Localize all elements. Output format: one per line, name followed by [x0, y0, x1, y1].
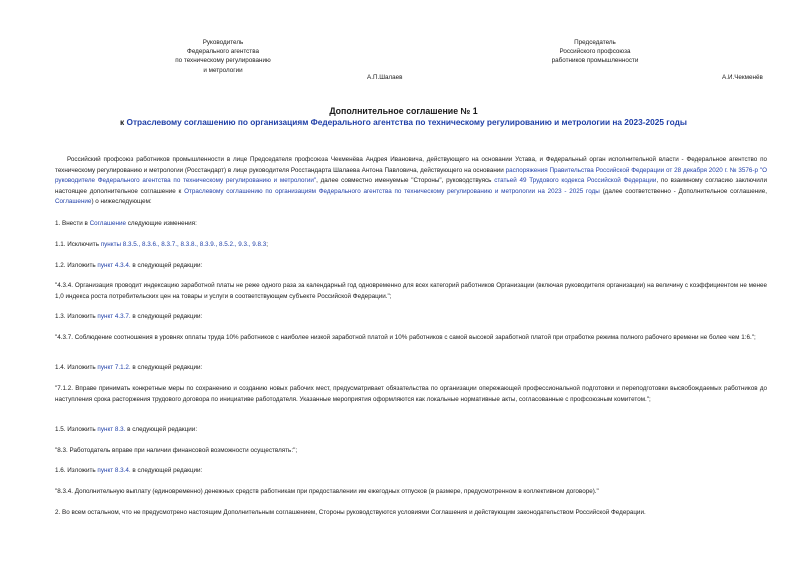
- excluded-points-link[interactable]: пункты 8.3.5., 8.3.6., 8.3.7., 8.3.8., 8.3.9., 8.5.2., 9.3., 9.8.3: [100, 241, 267, 248]
- item-text: 1.4. Изложить: [55, 364, 98, 371]
- item-text: 1.3. Изложить: [55, 313, 98, 320]
- signature-left-name: А.П.Шалаев: [367, 74, 403, 81]
- intro-text: ) о нижеследующем:: [91, 198, 152, 206]
- signature-left-line: и метрологии: [203, 66, 243, 74]
- signature-left-line: Руководитель: [202, 39, 244, 46]
- item-2: 2. Во всем остальном, что не предусмотрено настоящим Дополнительным соглашением, Стороны руководствуются условиями Соглашения и действующим законодательством Российской Федерации.: [55, 509, 646, 516]
- agreement-link[interactable]: Соглашение: [89, 220, 127, 227]
- signature-right-line: работников промышленности: [551, 57, 639, 65]
- signature-right-name: А.И.Чекменёв: [722, 74, 763, 81]
- subtitle-agreement-link[interactable]: Отраслевому соглашению по организациям Федерального агентства по техническому регулированию и метрологии на 2023-2025 годы: [126, 117, 687, 127]
- item-text: 1.2. Изложить: [55, 262, 98, 269]
- item-text: 1. Внести в: [55, 220, 90, 227]
- item-text: в следующей редакции:: [125, 426, 198, 433]
- intro-text: , по взаимному согласию заключили настоящее дополнительное соглашение к: [55, 177, 767, 195]
- item-1: [55, 219, 767, 230]
- signature-right-line: Председатель: [574, 39, 616, 46]
- point-4-3-7-link[interactable]: пункт 4.3.7.: [97, 313, 131, 320]
- item-1-4: [55, 363, 767, 374]
- signature-left-line: по техническому регулированию: [175, 57, 271, 65]
- item-1-2: [55, 261, 767, 272]
- signature-block-left: [160, 38, 286, 75]
- labor-code-article-link[interactable]: статьей 49 Трудового кодекса Российской Федерации: [494, 177, 657, 185]
- signature-right-line: Российского профсоюза: [559, 48, 631, 56]
- item-1-1: [55, 240, 767, 251]
- item-text: 1.6. Изложить: [55, 467, 98, 474]
- document-title: Дополнительное соглашение № 1: [329, 106, 478, 116]
- agreement-link[interactable]: Отраслевому соглашению по организациям Федерального агентства по техническому регулированию и метрологии на 2023 - 2025 годы: [184, 187, 600, 195]
- government-order-link[interactable]: распоряжения Правительства Российской Федерации от 28 декабря 2020 г. № 3576-р "О руководителе Федерального агентства по техническому регулированию и метрологии": [55, 166, 767, 185]
- item-1-3: [55, 312, 767, 323]
- item-text: в следующей редакции:: [130, 262, 203, 269]
- item-text: 1.5. Изложить: [55, 426, 98, 433]
- item-1-5: [55, 425, 767, 436]
- document-subtitle: [0, 117, 807, 127]
- intro-text: , далее совместно именуемые "Стороны", руководствуясь: [316, 177, 495, 185]
- quote-4-3-7: "4.3.7. Соблюдение соотношения в уровнях оплаты труда 10% работников с наиболее низкой заработной платой и 10% работников с самой высокой заработной платой при отработке режима полного рабочего времени не более чем 1:6.";: [55, 334, 756, 341]
- point-8-3-link[interactable]: пункт 8.3.: [97, 426, 126, 433]
- intro-text: (далее соответственно - Дополнительное соглашение,: [599, 187, 768, 195]
- intro-text: Российский профсоюз работников промышленности в лице Председателя профсоюза Чекменёва Андрея Ивановича, действующего на основании Устава, и Федеральный орган исполнительной власти - Федеральное агентство по техническому регулированию и метрологии (Росстандарт) в лице руководителя Росстандарта Шалаева Антона Павловича, действующего на основании: [55, 156, 767, 174]
- item-text: в следующей редакции:: [130, 467, 203, 474]
- subtitle-prefix: к: [120, 117, 127, 127]
- agreement-short-link[interactable]: Соглашение: [55, 198, 92, 206]
- quote-8-3-4: "8.3.4. Дополнительную выплату (единовременно) денежных средств работникам при предоставлении им ежегодных отпусков (в размере, предусмотренном в коллективном договоре).": [55, 488, 599, 495]
- signature-block-right: [532, 38, 658, 66]
- point-7-1-2-link[interactable]: пункт 7.1.2.: [97, 364, 131, 371]
- quote-7-1-2: "7.1.2. Вправе принимать конкретные меры по сохранению и созданию новых рабочих мест, предусматривает обязательства по организации опережающей профессиональной подготовки и переподготовки высвобождаемых работников до наступления срока расторжения трудового договора по инициативе работодателя. Указанные мероприятия оформляются как локальные нормативные акты, согласованные с профсоюзным комитетом.";: [55, 385, 767, 403]
- item-text: ;: [266, 241, 269, 248]
- point-8-3-4-link[interactable]: пункт 8.3.4.: [97, 467, 131, 474]
- item-text: в следующей редакции:: [130, 313, 203, 320]
- point-4-3-4-link[interactable]: пункт 4.3.4.: [97, 262, 131, 269]
- item-text: в следующей редакции:: [130, 364, 203, 371]
- item-text: следующие изменения:: [126, 220, 197, 227]
- item-text: 1.1. Исключить: [55, 241, 101, 248]
- item-1-6: [55, 466, 767, 477]
- signature-left-line: Федерального агентства: [187, 48, 259, 56]
- quote-8-3: "8.3. Работодатель вправе при наличии финансовой возможности осуществлять:";: [55, 447, 298, 454]
- quote-4-3-4: "4.3.4. Организация проводит индексацию заработной платы не реже одного раза за календарный год одновременно для всех категорий работников Организации (включая руководителя организации) на величину с коэффициентом не менее 1,0 индекса роста потребительских цен на товары и услуги в соответствующем субъекте Российской Федерации.";: [55, 282, 767, 300]
- intro-paragraph: [55, 155, 767, 208]
